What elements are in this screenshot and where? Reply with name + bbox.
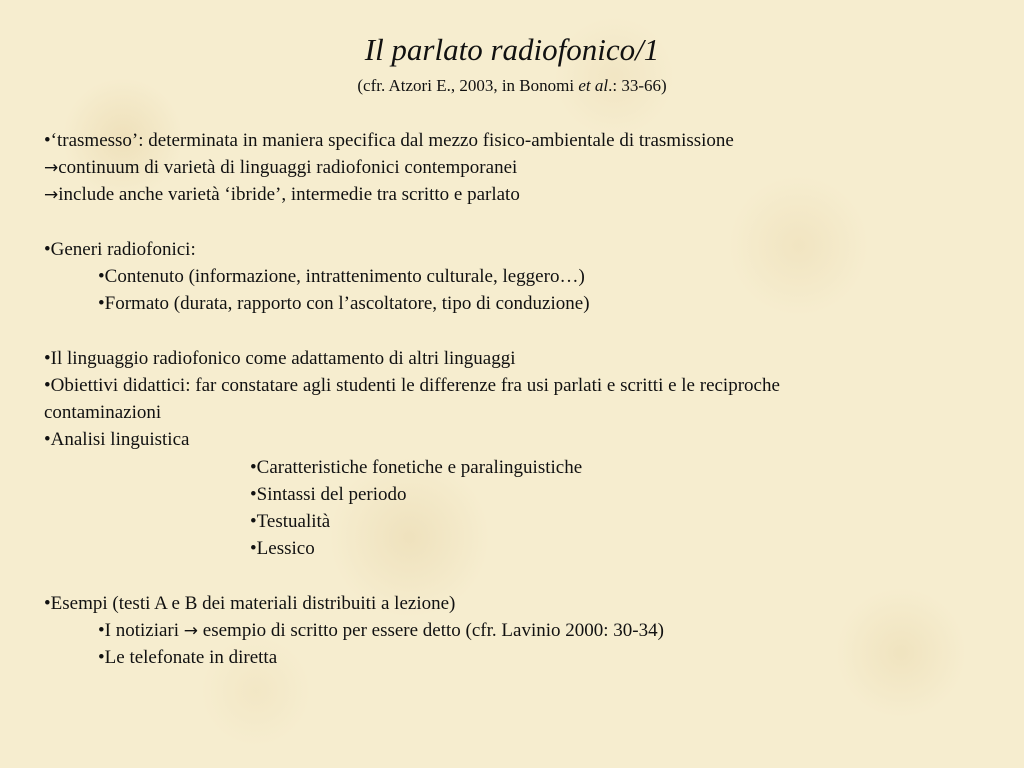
notiziari-text: esempio di scritto per essere detto (cfr. Lavinio 2000: 30-34) [198,620,664,641]
bullet-obiettivi: •Obiettivi didattici: far constatare agli studenti le differenze fra usi parlati e scritti e le reciproche [44,375,780,396]
slide-subtitle [0,75,1024,97]
bullet-generi: •Generi radiofonici: [44,239,196,260]
subtitle-etal: et al [578,76,609,95]
arrow-line-include [44,181,520,209]
analisi-item: •Testualità [250,511,331,532]
notiziari-label: •I notiziari [98,620,184,641]
continuum-text: continuum di varietà di linguaggi radiofonici contemporanei [58,157,518,178]
sub-bullet-formato: •Formato (durata, rapporto con l’ascoltatore, tipo di conduzione) [98,293,590,314]
subtitle-suffix: .: 33-66) [608,76,667,95]
include-text: include anche varietà ‘ibride’, intermedie tra scritto e parlato [58,184,520,205]
obiettivi-continuation: contaminazioni [44,402,162,423]
bullet-trasmesso: •‘trasmesso’: determinata in maniera specifica dal mezzo fisico-ambientale di trasmissione [44,130,734,151]
slide-title: Il parlato radiofonico/1 [364,32,660,67]
bullet-esempi: •Esempi (testi A e B dei materiali distribuiti a lezione) [44,593,456,614]
arrow-icon: → [183,621,199,641]
analisi-item: •Caratteristiche fonetiche e paralinguistiche [250,457,583,478]
arrow-icon: → [44,158,59,178]
sub-bullet-telefonate: •Le telefonate in diretta [98,647,278,668]
subtitle-prefix: (cfr. Atzori E., 2003, in Bonomi [357,76,579,95]
bullet-analisi: •Analisi linguistica [44,429,190,450]
bullet-linguaggio: •Il linguaggio radiofonico come adattamento di altri linguaggi [44,348,516,369]
sub-bullet-contenuto: •Contenuto (informazione, intrattenimento culturale, leggero…) [98,266,585,287]
analisi-item: •Lessico [250,538,315,559]
sub-bullet-notiziari [98,617,664,645]
arrow-icon: → [44,185,59,205]
arrow-line-continuum [44,154,517,182]
analisi-item: •Sintassi del periodo [250,484,407,505]
